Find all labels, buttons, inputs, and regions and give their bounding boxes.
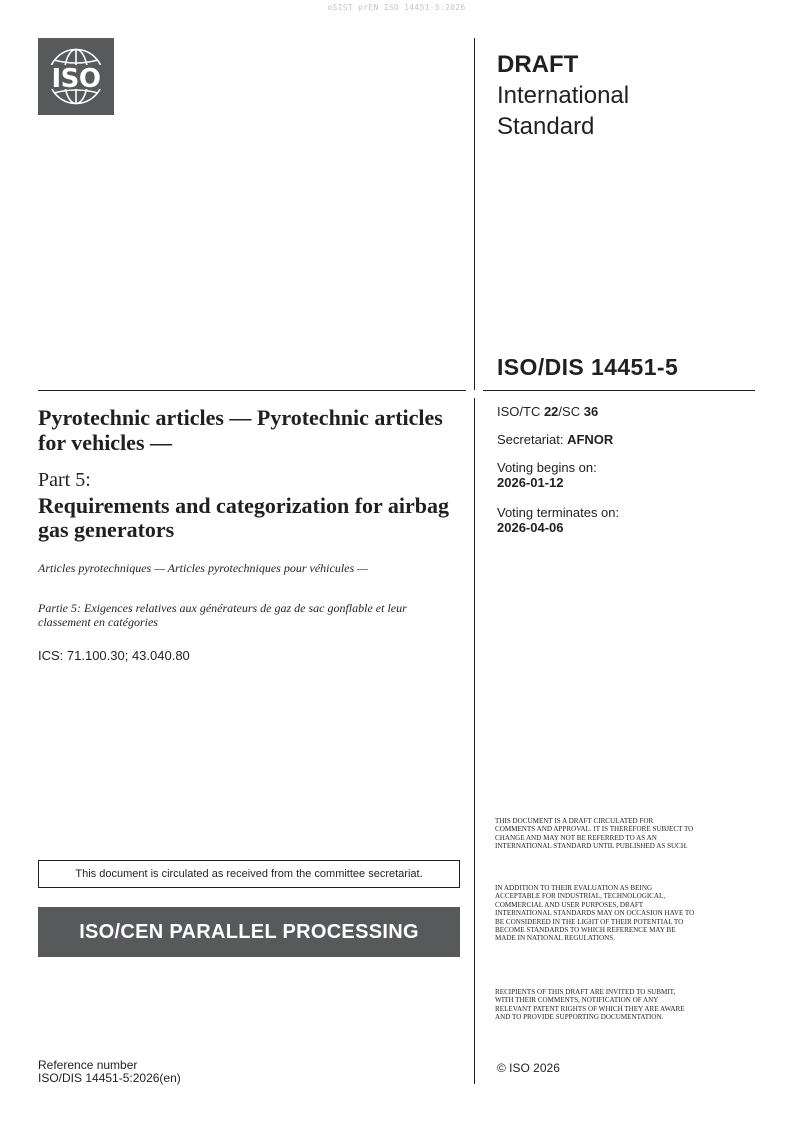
draft-label: DRAFT — [497, 51, 579, 78]
document-number: ISO/DIS 14451-5 — [497, 354, 679, 380]
document-type-heading — [497, 49, 629, 142]
reference-number: Reference number ISO/DIS 14451-5:2026(en) — [38, 1058, 181, 1085]
main-title: Pyrotechnic articles — Pyrotechnic articles for vehicles — — [38, 405, 443, 455]
voting-begins: Voting begins on: 2026-01-12 — [497, 460, 597, 490]
copyright: © ISO 2026 — [497, 1061, 560, 1075]
svg-text:ISO: ISO — [51, 64, 101, 94]
column-divider-top — [474, 38, 475, 390]
rule-right — [483, 390, 755, 391]
circulation-note: This document is circulated as received from the committee secretariat. — [38, 860, 460, 888]
ics-codes: ICS: 71.100.30; 43.040.80 — [38, 648, 190, 663]
international-label: International — [497, 82, 630, 109]
draft-notice-3: RECIPIENTS OF THIS DRAFT ARE INVITED TO SUBMIT, WITH THEIR COMMENTS, NOTIFICATION OF ANY RELEVANT PATENT RIGHTS OF WHICH THEY ARE AWARE AND TO PROVIDE SUPPORTING DOCUMENTATION. — [495, 988, 685, 1022]
draft-notice-1: THIS DOCUMENT IS A DRAFT CIRCULATED FOR COMMENTS AND APPROVAL. IT IS THEREFORE SUBJECT TO CHANGE AND MAY NOT BE REFERRED TO AS AN INTERNATIONAL STANDARD UNTIL PUBLISHED AS SUCH. — [495, 817, 694, 851]
secretariat: Secretariat: AFNOR — [497, 432, 614, 447]
voting-terminates: Voting terminates on: 2026-04-06 — [497, 505, 620, 535]
committee: ISO/TC 22/SC 36 — [497, 404, 599, 419]
watermark: oSIST prEN ISO 14451-5:2026 — [327, 3, 466, 12]
part-title: Requirements and categorization for airbag gas generators — [38, 493, 450, 542]
draft-notice-2: IN ADDITION TO THEIR EVALUATION AS BEING ACCEPTABLE FOR INDUSTRIAL, TECHNOLOGICAL, COMMERCIAL AND USER PURPOSES, DRAFT INTERNATIONAL STANDARDS MAY ON OCCASION HAVE TO BE CONSIDERED IN THE LIGHT OF THEIR POTENTIAL TO BECOME STANDARDS TO WHICH REFERENCE MAY BE MADE IN NATIONAL REGULATIONS. — [495, 884, 695, 943]
part-number: Part 5: — [38, 469, 91, 491]
parallel-processing-banner: ISO/CEN PARALLEL PROCESSING — [38, 907, 460, 957]
french-title: Articles pyrotechniques — Articles pyrotechniques pour véhicules — — [38, 561, 368, 575]
rule-left — [38, 390, 466, 391]
column-divider-bottom — [474, 398, 475, 1084]
iso-globe-logo-icon — [38, 38, 114, 115]
french-part-title: Partie 5: Exigences relatives aux générateurs de gaz de sac gonflable et leur classement en catégories — [38, 601, 407, 629]
standard-label: Standard — [497, 113, 595, 140]
